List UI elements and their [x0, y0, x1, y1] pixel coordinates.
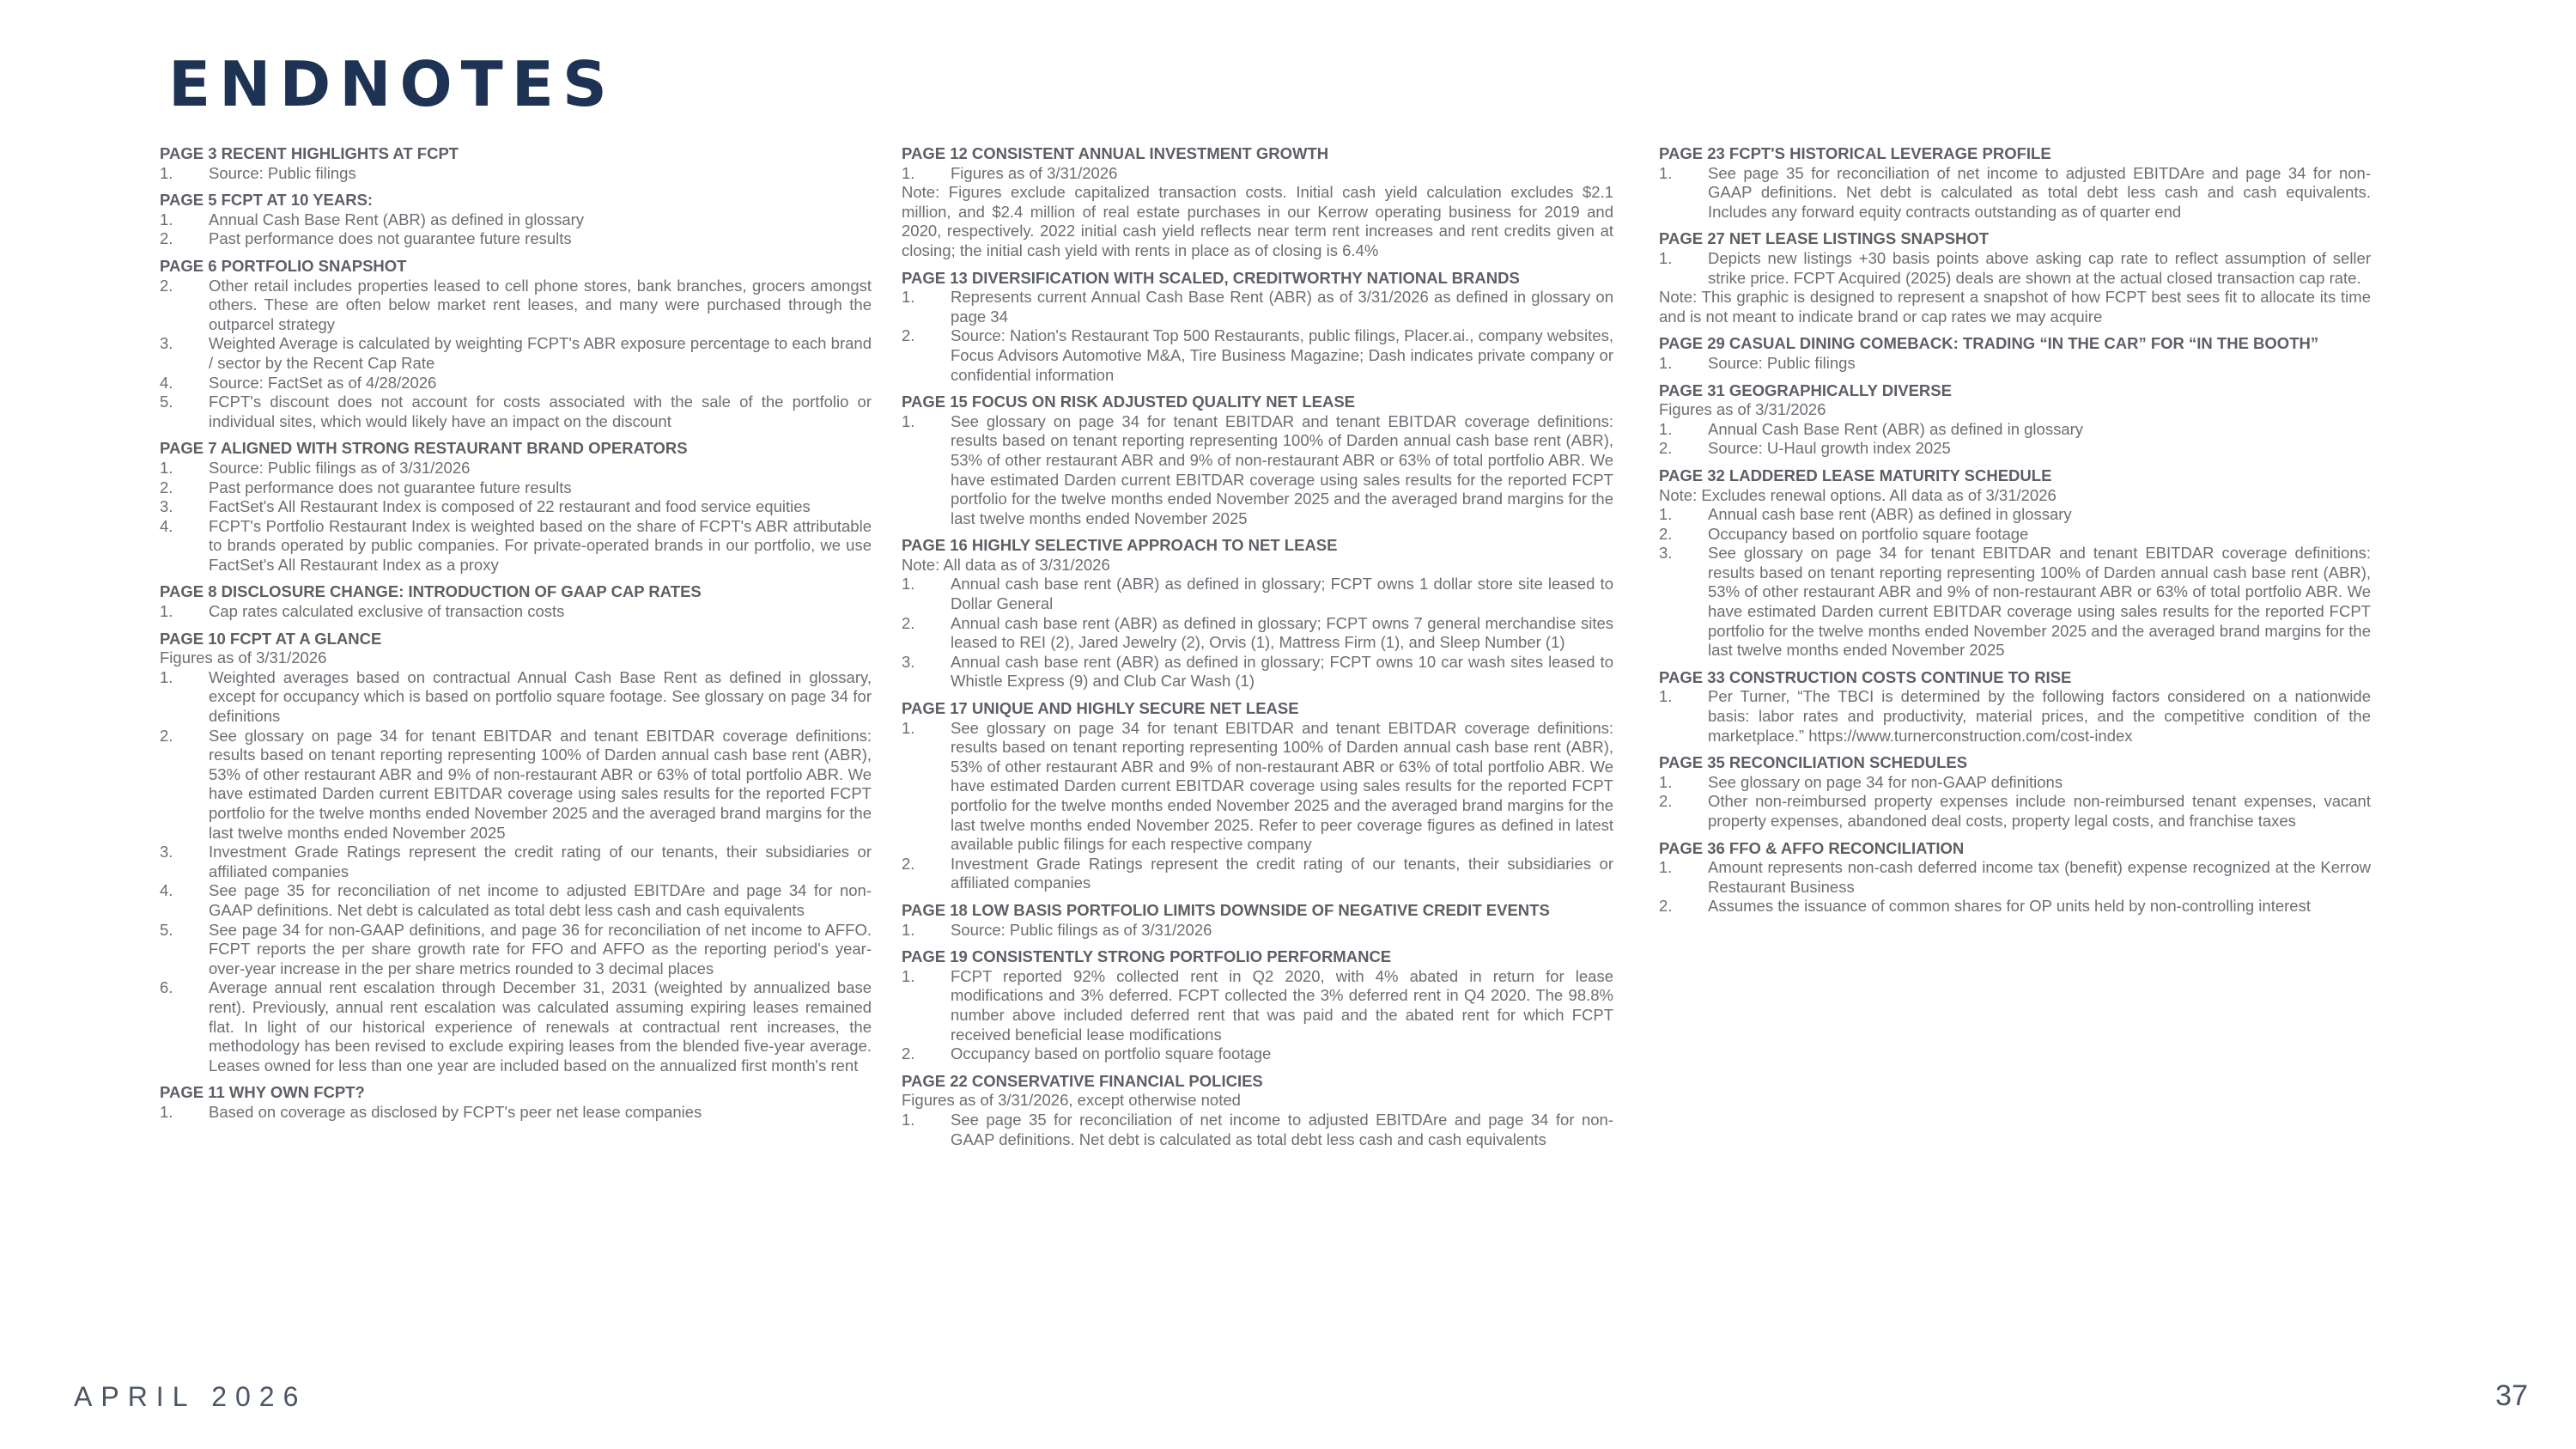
endnote-text: Depicts new listings +30 basis points above asking cap rate to reflect assumption of seller strike price. FCPT Acquired (2025) deals are shown at the actual closed transaction cap rate. [1708, 248, 2371, 287]
endnote-text: Cap rates calculated exclusive of transaction costs [209, 602, 565, 621]
endnote-text: Source: FactSet as of 4/28/2026 [209, 373, 437, 392]
endnote-item [160, 978, 872, 1075]
endnote-item [1659, 792, 2371, 831]
endnote-number: 2. [902, 326, 915, 345]
section-heading: PAGE 12 CONSISTENT ANNUAL INVESTMENT GROWTH [902, 144, 1329, 162]
endnote-text: Annual cash base rent (ABR) as defined in glossary; FCPT owns 1 dollar store site leased to Dollar General [951, 575, 1613, 613]
section-note: Figures as of 3/31/2026, except otherwise noted [902, 1091, 1241, 1110]
endnote-number: 3. [902, 652, 915, 671]
endnote-item [160, 393, 872, 431]
endnote-number: 2. [160, 726, 173, 745]
endnote-number: 2. [1659, 524, 1673, 543]
endnote-number: 1. [1659, 163, 1673, 182]
endnote-section [902, 269, 1613, 386]
section-note: Note: All data as of 3/31/2026 [902, 555, 1110, 574]
endnote-item [1659, 354, 2371, 374]
endnote-section [160, 582, 872, 621]
section-heading: PAGE 6 PORTFOLIO SNAPSHOT [160, 256, 407, 275]
endnote-item [160, 517, 872, 575]
endnote-number: 1. [902, 575, 915, 594]
endnote-number: 4. [160, 516, 173, 535]
endnote-number: 1. [160, 602, 173, 621]
endnote-number: 2. [1659, 897, 1673, 916]
endnote-item [1659, 439, 2371, 459]
endnote-section [902, 901, 1613, 940]
endnote-item [160, 374, 872, 393]
endnote-text: See page 35 for reconciliation of net income to adjusted EBITDAre and page 34 for non-GAAP definitions. Net debt is calculated as total debt less cash and cash equivalents [951, 1110, 1613, 1148]
endnote-number: 2. [1659, 792, 1673, 811]
endnote-section [160, 144, 872, 183]
endnote-text: See glossary on page 34 for tenant EBITDAR and tenant EBITDAR coverage definitions: results based on tenant reporting representing 100% of Darden annual cash base rent (ABR), 53% of other restaurant ABR and 9% of non-restaurant ABR or 63% of total portfolio ABR. We have estimated Darden current EBITDAR coverage using sales results for the reported FCPT portfolio for the twelve months ended November 2025 and the averaged brand margins for the last twelve months ended November 2025 [951, 411, 1613, 527]
endnote-number: 1. [902, 411, 915, 430]
endnote-item [160, 459, 872, 478]
endnotes-column-3 [1659, 144, 2371, 924]
endnote-text: See page 34 for non-GAAP definitions, and page 36 for reconciliation of net income to AFFO. FCPT reports the per share growth rate for FFO and AFFO as the reporting period's year-over-year increase in the per share metrics rounded to 3 decimal places [209, 920, 872, 977]
endnote-text: Past performance does not guarantee future results [209, 229, 572, 248]
endnote-text: Source: U-Haul growth index 2025 [1708, 439, 1951, 458]
endnote-number: 1. [902, 163, 915, 182]
endnote-section [1659, 839, 2371, 916]
endnote-number: 1. [902, 718, 915, 737]
section-heading: PAGE 18 LOW BASIS PORTFOLIO LIMITS DOWNSIDE OF NEGATIVE CREDIT EVENTS [902, 900, 1550, 919]
endnote-item [902, 412, 1613, 529]
endnote-number: 1. [902, 920, 915, 939]
endnote-item [1659, 773, 2371, 793]
endnote-item [160, 210, 872, 230]
endnote-item [902, 288, 1613, 326]
endnotes-column-2 [902, 144, 1613, 1157]
section-note: Figures as of 3/31/2026 [160, 648, 327, 667]
section-heading: PAGE 11 WHY OWN FCPT? [160, 1083, 365, 1102]
endnote-section [160, 630, 872, 1076]
endnote-item [160, 1103, 872, 1123]
endnote-text: Other non-reimbursed property expenses include non-reimbursed tenant expenses, vacant property expenses, abandoned deal costs, property legal costs, and franchise taxes [1708, 792, 2371, 830]
endnote-item [1659, 525, 2371, 545]
endnote-section [160, 439, 872, 575]
endnote-text: Figures as of 3/31/2026 [951, 163, 1118, 182]
endnote-section [902, 536, 1613, 691]
endnote-text: Source: Nation's Restaurant Top 500 Restaurants, public filings, Placer.ai., company websites, Focus Advisors Automotive M&A, Tire Business Magazine; Dash indicates private company or confidential information [951, 326, 1613, 384]
section-heading: PAGE 22 CONSERVATIVE FINANCIAL POLICIES [902, 1071, 1263, 1090]
section-heading: PAGE 10 FCPT AT A GLANCE [160, 629, 382, 648]
endnote-section [1659, 381, 2371, 459]
section-heading: PAGE 32 LADDERED LEASE MATURITY SCHEDULE [1659, 466, 2052, 484]
endnote-item [160, 277, 872, 335]
section-heading: PAGE 7 ALIGNED WITH STRONG RESTAURANT BRAND OPERATORS [160, 439, 688, 458]
endnote-section [902, 1072, 1613, 1149]
endnote-text: Per Turner, “The TBCI is determined by the following factors considered on a nationwide basis: labor rates and productivity, material prices, and the competitive condition of the marketplace.” https://www.turnerconstruction.com/cost-index [1708, 687, 2371, 745]
section-note: Note: Excludes renewal options. All data as of 3/31/2026 [1659, 485, 2057, 504]
endnote-text: Occupancy based on portfolio square footage [1708, 524, 2029, 543]
endnote-item [902, 719, 1613, 855]
endnote-number: 1. [902, 1110, 915, 1129]
endnote-number: 2. [160, 276, 173, 295]
endnote-item [160, 668, 872, 727]
endnote-text: Annual cash base rent (ABR) as defined in glossary [1708, 505, 2072, 524]
endnote-section [1659, 334, 2371, 373]
endnote-number: 3. [160, 497, 173, 516]
endnote-text: FCPT's discount does not account for costs associated with the sale of the portfolio or individual sites, which would likely have an impact on the discount [209, 393, 872, 430]
endnote-number: 3. [160, 334, 173, 353]
endnote-text: Weighted averages based on contractual Annual Cash Base Rent as defined in glossary, except for occupancy which is based on portfolio square footage. See glossary on page 34 for definitions [209, 667, 872, 726]
endnote-item [1659, 420, 2371, 440]
endnote-text: Average annual rent escalation through December 31, 2031 (weighted by annualized base rent). Previously, annual rent escalation was calculated assuming expiring leases remained flat. In light of our historical experience of renewals at contractual rent increases, the methodology has been revised to exclude expiring leases from the blended five-year average. Leases owned for less than one year are included based on the annualized first month's rent [209, 978, 872, 1075]
endnote-number: 1. [160, 667, 173, 686]
endnote-section [1659, 753, 2371, 831]
endnote-item [160, 727, 872, 843]
endnote-item [1659, 505, 2371, 525]
endnote-item [160, 843, 872, 881]
footer-date: APRIL 2026 [74, 1381, 307, 1412]
endnote-section [902, 393, 1613, 528]
endnote-number: 1. [1659, 419, 1673, 438]
endnote-item [902, 1111, 1613, 1149]
endnote-item [1659, 897, 2371, 916]
section-heading: PAGE 13 DIVERSIFICATION WITH SCALED, CREDITWORTHY NATIONAL BRANDS [902, 268, 1520, 287]
endnote-number: 2. [902, 854, 915, 873]
section-heading: PAGE 27 NET LEASE LISTINGS SNAPSHOT [1659, 229, 1990, 248]
endnote-text: FactSet's All Restaurant Index is composed of 22 restaurant and food service equities [209, 497, 811, 516]
section-heading: PAGE 29 CASUAL DINING COMEBACK: TRADING “IN THE CAR” FOR “IN THE BOOTH” [1659, 334, 2319, 353]
endnote-number: 1. [160, 1102, 173, 1121]
endnote-item [902, 1044, 1613, 1064]
section-heading: PAGE 19 CONSISTENTLY STRONG PORTFOLIO PERFORMANCE [902, 947, 1392, 966]
endnote-item [902, 653, 1613, 691]
section-note: Note: Figures exclude capitalized transaction costs. Initial cash yield calculation excludes $2.1 million, and $2.4 million of real estate purchases in our Kerrow operating business for 2019 and 2020, respectively. 2022 initial cash yield reflects near term rent increases and rent credits given at closing; the initial cash yield with rents in place as of closing is 6.4% [902, 183, 1613, 259]
section-heading: PAGE 35 RECONCILIATION SCHEDULES [1659, 753, 1968, 772]
endnote-item [902, 326, 1613, 385]
endnote-text: FCPT's Portfolio Restaurant Index is weighted based on the share of FCPT's ABR attributable to brands operated by public companies. For private-operated brands in our portfolio, we use FactSet's All Restaurant Index as a proxy [209, 516, 872, 574]
endnote-text: See page 35 for reconciliation of net income to adjusted EBITDAre and page 34 for non-GAAP definitions. Net debt is calculated as total debt less cash and cash equivalents [209, 881, 872, 919]
endnote-text: See glossary on page 34 for tenant EBITDAR and tenant EBITDAR coverage definitions: results based on tenant reporting representing 100% of Darden annual cash base rent (ABR), 53% of other restaurant ABR and 9% of non-restaurant ABR or 63% of total portfolio ABR. We have estimated Darden current EBITDAR coverage using sales results for the reported FCPT portfolio for the twelve months ended November 2025 and the averaged brand margins for the last twelve months ended November 2025 [209, 726, 872, 842]
endnote-section [902, 947, 1613, 1064]
endnote-text: See page 35 for reconciliation of net income to adjusted EBITDAre and page 34 for non-GAAP definitions. Net debt is calculated as total debt less cash and cash equivalents. Includes any forward equity contracts outstanding as of quarter end [1708, 163, 2371, 221]
endnote-number: 2. [160, 229, 173, 248]
endnote-section [1659, 668, 2371, 746]
endnote-item [902, 855, 1613, 893]
endnote-text: See glossary on page 34 for non-GAAP definitions [1708, 772, 2063, 791]
endnote-number: 2. [160, 478, 173, 496]
endnote-number: 3. [1659, 544, 1673, 563]
endnote-number: 1. [1659, 858, 1673, 877]
section-heading: PAGE 15 FOCUS ON RISK ADJUSTED QUALITY NET LEASE [902, 393, 1356, 411]
endnote-item [160, 164, 872, 184]
endnote-section [902, 144, 1613, 261]
endnotes-column-1 [160, 144, 872, 1130]
endnote-number: 3. [160, 843, 173, 861]
endnote-section [1659, 466, 2371, 661]
endnote-text: Annual cash base rent (ABR) as defined in glossary; FCPT owns 10 car wash sites leased to Whistle Express (9) and Club Car Wash (1) [951, 652, 1613, 691]
endnote-text: See glossary on page 34 for tenant EBITDAR and tenant EBITDAR coverage definitions: results based on tenant reporting representing 100% of Darden annual cash base rent (ABR), 53% of other restaurant ABR and 9% of non-restaurant ABR or 63% of total portfolio ABR. We have estimated Darden current EBITDAR coverage using sales results for the reported FCPT portfolio for the twelve months ended November 2025 and the averaged brand margins for the last twelve months ended November 2025 [1708, 544, 2371, 660]
endnote-item [902, 967, 1613, 1044]
section-heading: PAGE 31 GEOGRAPHICALLY DIVERSE [1659, 381, 1952, 399]
endnote-item [1659, 164, 2371, 222]
endnote-section [160, 1083, 872, 1122]
endnote-text: Occupancy based on portfolio square footage [951, 1044, 1272, 1063]
endnote-item [902, 575, 1613, 613]
endnote-number: 5. [160, 920, 173, 939]
section-heading: PAGE 5 FCPT AT 10 YEARS: [160, 191, 374, 210]
endnote-item [160, 229, 872, 249]
endnote-number: 1. [902, 288, 915, 307]
endnote-item [1659, 544, 2371, 661]
endnote-section [160, 191, 872, 249]
endnote-text: Investment Grade Ratings represent the credit rating of our tenants, their subsidiaries or affiliated companies [209, 843, 872, 880]
endnote-text: Based on coverage as disclosed by FCPT's peer net lease companies [209, 1102, 702, 1121]
endnote-text: Source: Public filings as of 3/31/2026 [209, 458, 471, 477]
endnote-number: 5. [160, 393, 173, 411]
endnote-number: 4. [160, 881, 173, 900]
endnote-item [902, 921, 1613, 941]
endnote-number: 4. [160, 373, 173, 392]
page-title: ENDNOTES [168, 48, 616, 120]
section-heading: PAGE 3 RECENT HIGHLIGHTS AT FCPT [160, 144, 459, 162]
page-number: 37 [2495, 1379, 2528, 1412]
section-heading: PAGE 23 FCPT'S HISTORICAL LEVERAGE PROFILE [1659, 144, 2051, 162]
endnote-text: Source: Public filings [209, 163, 356, 182]
endnote-item [160, 478, 872, 498]
endnote-section [160, 257, 872, 431]
endnote-section [902, 699, 1613, 893]
endnote-text: Other retail includes properties leased to cell phone stores, bank branches, grocers amongst others. These are often below market rent leases, and many were purchased through the outparcel strategy [209, 276, 872, 333]
section-heading: PAGE 17 UNIQUE AND HIGHLY SECURE NET LEASE [902, 699, 1299, 718]
endnote-number: 1. [160, 163, 173, 182]
endnote-text: Source: Public filings [1708, 353, 1856, 372]
endnote-section [1659, 144, 2371, 222]
endnote-number: 6. [160, 978, 173, 997]
endnote-text: Annual Cash Base Rent (ABR) as defined in glossary [209, 210, 585, 228]
endnote-item [160, 921, 872, 979]
endnote-number: 1. [1659, 505, 1673, 524]
endnote-number: 1. [160, 458, 173, 477]
endnote-text: Annual cash base rent (ABR) as defined in glossary; FCPT owns 7 general merchandise sites leased to REI (2), Jared Jewelry (2), Orvis (1), Mattress Firm (1), and Sleep Number (1) [951, 613, 1613, 652]
endnote-text: Source: Public filings as of 3/31/2026 [951, 920, 1212, 939]
endnote-number: 2. [902, 613, 915, 632]
endnote-item [160, 602, 872, 622]
endnote-item [1659, 249, 2371, 288]
endnote-text: Assumes the issuance of common shares for OP units held by non-controlling interest [1708, 897, 2311, 916]
endnote-text: See glossary on page 34 for tenant EBITDAR and tenant EBITDAR coverage definitions: results based on tenant reporting representing 100% of Darden annual cash base rent (ABR), 53% of other restaurant ABR and 9% of non-restaurant ABR or 63% of total portfolio ABR. We have estimated Darden current EBITDAR coverage using sales results for the reported FCPT portfolio for the twelve months ended November 2025 and the averaged brand margins for the last twelve months ended November 2025. Refer to peer coverage figures as defined in latest available public filings for each respective company [951, 718, 1613, 854]
endnote-number: 1. [160, 210, 173, 228]
endnote-item [902, 614, 1613, 653]
endnote-item [1659, 687, 2371, 746]
endnote-item [160, 881, 872, 920]
section-note: Note: This graphic is designed to represent a snapshot of how FCPT best sees fit to allocate its time and is not meant to indicate brand or cap rates we may acquire [1659, 288, 2371, 326]
endnote-number: 1. [1659, 772, 1673, 791]
endnote-number: 1. [1659, 248, 1673, 267]
endnote-item [1659, 858, 2371, 897]
endnote-text: Amount represents non-cash deferred income tax (benefit) expense recognized at the Kerrow Restaurant Business [1708, 858, 2371, 896]
endnote-item [160, 334, 872, 373]
section-heading: PAGE 33 CONSTRUCTION COSTS CONTINUE TO RISE [1659, 667, 2072, 686]
endnote-number: 2. [902, 1044, 915, 1063]
endnote-text: FCPT reported 92% collected rent in Q2 2020, with 4% abated in return for lease modifications and 3% deferred. FCPT collected the 3% deferred rent in Q4 2020. The 98.8% number above included deferred rent that was paid and the abated rent for which FCPT received beneficial lease modifications [951, 966, 1613, 1044]
section-heading: PAGE 16 HIGHLY SELECTIVE APPROACH TO NET LEASE [902, 536, 1338, 555]
endnote-number: 1. [1659, 687, 1673, 706]
endnote-item [160, 497, 872, 517]
section-heading: PAGE 36 FFO & AFFO RECONCILIATION [1659, 838, 1965, 857]
endnote-text: Investment Grade Ratings represent the credit rating of our tenants, their subsidiaries or affiliated companies [951, 854, 1613, 892]
endnote-number: 2. [1659, 439, 1673, 458]
section-note: Figures as of 3/31/2026 [1659, 400, 1826, 419]
endnote-text: Weighted Average is calculated by weighting FCPT's ABR exposure percentage to each brand / sector by the Recent Cap Rate [209, 334, 872, 372]
endnote-number: 1. [902, 966, 915, 985]
endnote-item [902, 164, 1613, 184]
endnote-section [1659, 229, 2371, 326]
endnote-text: Past performance does not guarantee future results [209, 478, 572, 496]
section-heading: PAGE 8 DISCLOSURE CHANGE: INTRODUCTION OF GAAP CAP RATES [160, 582, 702, 601]
endnote-text: Represents current Annual Cash Base Rent (ABR) as of 3/31/2026 as defined in glossary on page 34 [951, 288, 1613, 326]
endnote-text: Annual Cash Base Rent (ABR) as defined in glossary [1708, 419, 2084, 438]
endnote-number: 1. [1659, 353, 1673, 372]
